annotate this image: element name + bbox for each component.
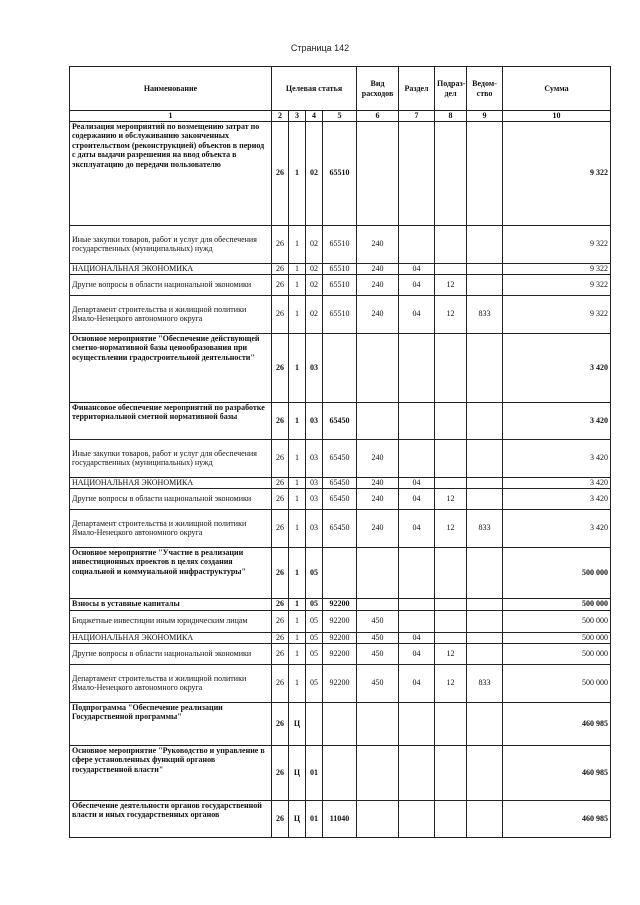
target-article-subprogram-cell: 1 xyxy=(289,598,306,610)
amount-cell: 460 985 xyxy=(503,800,611,837)
subsection-cell: 12 xyxy=(435,509,467,547)
budget-table xyxy=(69,66,611,838)
expense-type-cell xyxy=(357,402,399,439)
row-name-cell: Обеспечение деятельности органов государственной власти и иных государственных органов xyxy=(70,800,272,837)
section-cell: 04 xyxy=(399,509,435,547)
header-department: Ведом-ство xyxy=(467,67,503,111)
amount-cell: 3 420 xyxy=(503,439,611,477)
row-name-cell: НАЦИОНАЛЬНАЯ ЭКОНОМИКА xyxy=(70,477,272,488)
department-cell: 833 xyxy=(467,295,503,333)
row-name-cell: Основное мероприятие "Руководство и управление в сфере установленных функций органов государственной власти" xyxy=(70,745,272,800)
target-article-program-cell: 26 xyxy=(272,547,289,598)
subsection-cell xyxy=(435,702,467,745)
subsection-cell xyxy=(435,598,467,610)
row-name-cell: Подпрограмма "Обеспечение реализации Государственной программы" xyxy=(70,702,272,745)
subsection-cell xyxy=(435,402,467,439)
table-row xyxy=(70,598,611,610)
row-name-cell: Взносы в уставные капиталы xyxy=(70,598,272,610)
target-article-program-cell: 26 xyxy=(272,402,289,439)
subsection-cell xyxy=(435,547,467,598)
section-cell xyxy=(399,598,435,610)
table-row xyxy=(70,263,611,274)
target-article-subprogram-cell: Ц xyxy=(289,745,306,800)
target-article-direction-cell xyxy=(323,547,357,598)
target-article-direction-cell: 65450 xyxy=(323,509,357,547)
department-cell xyxy=(467,439,503,477)
target-article-program-cell: 26 xyxy=(272,263,289,274)
target-article-event-cell: 01 xyxy=(306,745,323,800)
row-name-cell: Иные закупки товаров, работ и услуг для обеспечения государственных (муниципальных) нужд xyxy=(70,439,272,477)
table-row xyxy=(70,121,611,225)
subsection-cell: 12 xyxy=(435,295,467,333)
header-section: Раздел xyxy=(399,67,435,111)
department-cell xyxy=(467,547,503,598)
amount-cell: 500 000 xyxy=(503,547,611,598)
target-article-event-cell: 03 xyxy=(306,509,323,547)
target-article-event-cell: 05 xyxy=(306,632,323,643)
column-number: 6 xyxy=(357,111,399,122)
department-cell xyxy=(467,274,503,295)
department-cell xyxy=(467,225,503,263)
target-article-direction-cell xyxy=(323,333,357,402)
amount-cell: 500 000 xyxy=(503,643,611,664)
target-article-event-cell: 03 xyxy=(306,402,323,439)
subsection-cell: 12 xyxy=(435,488,467,509)
target-article-program-cell: 26 xyxy=(272,745,289,800)
header-amount: Сумма xyxy=(503,67,611,111)
department-cell xyxy=(467,333,503,402)
table-row xyxy=(70,632,611,643)
table-row xyxy=(70,439,611,477)
section-cell xyxy=(399,610,435,632)
amount-cell: 460 985 xyxy=(503,745,611,800)
table-row xyxy=(70,610,611,632)
amount-cell: 500 000 xyxy=(503,610,611,632)
header-target-article: Целевая статья xyxy=(272,67,357,111)
section-cell: 04 xyxy=(399,632,435,643)
table-row xyxy=(70,333,611,402)
amount-cell: 460 985 xyxy=(503,702,611,745)
target-article-direction-cell: 65510 xyxy=(323,121,357,225)
section-cell xyxy=(399,121,435,225)
amount-cell: 3 420 xyxy=(503,488,611,509)
section-cell: 04 xyxy=(399,477,435,488)
expense-type-cell: 240 xyxy=(357,263,399,274)
target-article-event-cell: 05 xyxy=(306,547,323,598)
row-name-cell: Бюджетные инвестиции иным юридическим лицам xyxy=(70,610,272,632)
expense-type-cell xyxy=(357,598,399,610)
row-name-cell: Департамент строительства и жилищной политики Ямало-Ненецкого автономного округа xyxy=(70,664,272,702)
target-article-direction-cell: 92200 xyxy=(323,610,357,632)
target-article-event-cell: 01 xyxy=(306,800,323,837)
subsection-cell xyxy=(435,121,467,225)
target-article-subprogram-cell: 1 xyxy=(289,295,306,333)
subsection-cell xyxy=(435,800,467,837)
subsection-cell xyxy=(435,263,467,274)
target-article-program-cell: 26 xyxy=(272,702,289,745)
subsection-cell: 12 xyxy=(435,274,467,295)
expense-type-cell: 450 xyxy=(357,643,399,664)
amount-cell: 3 420 xyxy=(503,333,611,402)
expense-type-cell xyxy=(357,800,399,837)
target-article-program-cell: 26 xyxy=(272,121,289,225)
target-article-subprogram-cell: 1 xyxy=(289,274,306,295)
target-article-direction-cell: 65450 xyxy=(323,488,357,509)
target-article-event-cell: 03 xyxy=(306,488,323,509)
target-article-event-cell xyxy=(306,702,323,745)
target-article-direction-cell: 65450 xyxy=(323,477,357,488)
section-cell: 04 xyxy=(399,295,435,333)
department-cell: 833 xyxy=(467,664,503,702)
row-name-cell: Иные закупки товаров, работ и услуг для обеспечения государственных (муниципальных) нужд xyxy=(70,225,272,263)
target-article-subprogram-cell: 1 xyxy=(289,643,306,664)
subsection-cell xyxy=(435,439,467,477)
header-expense-type: Вид расходов xyxy=(357,67,399,111)
column-number-row xyxy=(70,111,611,122)
target-article-direction-cell: 65450 xyxy=(323,402,357,439)
target-article-event-cell: 05 xyxy=(306,664,323,702)
target-article-subprogram-cell: 1 xyxy=(289,509,306,547)
expense-type-cell: 240 xyxy=(357,477,399,488)
target-article-event-cell: 03 xyxy=(306,439,323,477)
department-cell xyxy=(467,745,503,800)
target-article-subprogram-cell: Ц xyxy=(289,800,306,837)
target-article-program-cell: 26 xyxy=(272,643,289,664)
table-row xyxy=(70,664,611,702)
subsection-cell xyxy=(435,333,467,402)
section-cell xyxy=(399,439,435,477)
target-article-event-cell: 02 xyxy=(306,225,323,263)
expense-type-cell: 450 xyxy=(357,664,399,702)
section-cell: 04 xyxy=(399,263,435,274)
table-row xyxy=(70,800,611,837)
target-article-event-cell: 05 xyxy=(306,643,323,664)
amount-cell: 9 322 xyxy=(503,274,611,295)
subsection-cell xyxy=(435,745,467,800)
section-cell xyxy=(399,745,435,800)
row-name-cell: Департамент строительства и жилищной политики Ямало-Ненецкого автономного округа xyxy=(70,509,272,547)
expense-type-cell: 450 xyxy=(357,632,399,643)
expense-type-cell: 240 xyxy=(357,439,399,477)
column-number: 7 xyxy=(399,111,435,122)
column-number: 9 xyxy=(467,111,503,122)
table-row xyxy=(70,295,611,333)
department-cell xyxy=(467,632,503,643)
amount-cell: 3 420 xyxy=(503,402,611,439)
section-cell: 04 xyxy=(399,643,435,664)
department-cell xyxy=(467,263,503,274)
column-number: 10 xyxy=(503,111,611,122)
target-article-subprogram-cell: 1 xyxy=(289,121,306,225)
target-article-program-cell: 26 xyxy=(272,509,289,547)
department-cell xyxy=(467,402,503,439)
row-name-cell: Департамент строительства и жилищной политики Ямало-Ненецкого автономного округа xyxy=(70,295,272,333)
amount-cell: 500 000 xyxy=(503,598,611,610)
target-article-direction-cell xyxy=(323,702,357,745)
table-body xyxy=(70,121,611,837)
department-cell xyxy=(467,610,503,632)
target-article-direction-cell: 65510 xyxy=(323,225,357,263)
target-article-direction-cell xyxy=(323,745,357,800)
column-number: 8 xyxy=(435,111,467,122)
row-name-cell: Другие вопросы в области национальной экономики xyxy=(70,274,272,295)
target-article-direction-cell: 92200 xyxy=(323,664,357,702)
target-article-event-cell: 02 xyxy=(306,274,323,295)
target-article-event-cell: 02 xyxy=(306,295,323,333)
header-subsection: Подраз-дел xyxy=(435,67,467,111)
target-article-direction-cell: 65510 xyxy=(323,263,357,274)
subsection-cell xyxy=(435,225,467,263)
target-article-event-cell: 05 xyxy=(306,598,323,610)
target-article-subprogram-cell: 1 xyxy=(289,488,306,509)
target-article-event-cell: 02 xyxy=(306,121,323,225)
expense-type-cell xyxy=(357,333,399,402)
subsection-cell xyxy=(435,632,467,643)
table-row xyxy=(70,274,611,295)
expense-type-cell: 450 xyxy=(357,610,399,632)
department-cell xyxy=(467,643,503,664)
target-article-event-cell: 03 xyxy=(306,333,323,402)
target-article-event-cell: 02 xyxy=(306,263,323,274)
target-article-program-cell: 26 xyxy=(272,800,289,837)
amount-cell: 3 420 xyxy=(503,509,611,547)
target-article-direction-cell: 11040 xyxy=(323,800,357,837)
target-article-subprogram-cell: 1 xyxy=(289,402,306,439)
target-article-program-cell: 26 xyxy=(272,274,289,295)
target-article-program-cell: 26 xyxy=(272,632,289,643)
target-article-program-cell: 26 xyxy=(272,295,289,333)
target-article-subprogram-cell: 1 xyxy=(289,547,306,598)
section-cell xyxy=(399,702,435,745)
table-row xyxy=(70,643,611,664)
target-article-program-cell: 26 xyxy=(272,598,289,610)
row-name-cell: Основное мероприятие "Участие в реализации инвестиционных проектов в целях создания социальной и коммунальной инфраструктуры" xyxy=(70,547,272,598)
expense-type-cell: 240 xyxy=(357,225,399,263)
amount-cell: 9 322 xyxy=(503,263,611,274)
table-row xyxy=(70,509,611,547)
target-article-program-cell: 26 xyxy=(272,333,289,402)
department-cell xyxy=(467,488,503,509)
target-article-direction-cell: 65450 xyxy=(323,439,357,477)
column-number: 5 xyxy=(323,111,357,122)
target-article-subprogram-cell: 1 xyxy=(289,664,306,702)
section-cell: 04 xyxy=(399,664,435,702)
department-cell xyxy=(467,598,503,610)
amount-cell: 9 322 xyxy=(503,295,611,333)
expense-type-cell xyxy=(357,702,399,745)
table-row xyxy=(70,488,611,509)
target-article-subprogram-cell: Ц xyxy=(289,702,306,745)
department-cell xyxy=(467,477,503,488)
expense-type-cell: 240 xyxy=(357,509,399,547)
subsection-cell: 12 xyxy=(435,664,467,702)
section-cell: 04 xyxy=(399,274,435,295)
page-number-label: Страница 142 xyxy=(290,43,350,53)
expense-type-cell: 240 xyxy=(357,488,399,509)
amount-cell: 9 322 xyxy=(503,225,611,263)
header-row xyxy=(70,67,611,111)
subsection-cell xyxy=(435,610,467,632)
amount-cell: 3 420 xyxy=(503,477,611,488)
column-number: 2 xyxy=(272,111,289,122)
target-article-subprogram-cell: 1 xyxy=(289,263,306,274)
expense-type-cell xyxy=(357,547,399,598)
target-article-direction-cell: 92200 xyxy=(323,632,357,643)
department-cell xyxy=(467,121,503,225)
table-row xyxy=(70,702,611,745)
section-cell xyxy=(399,547,435,598)
row-name-cell: Другие вопросы в области национальной экономики xyxy=(70,488,272,509)
target-article-subprogram-cell: 1 xyxy=(289,477,306,488)
target-article-direction-cell: 65510 xyxy=(323,274,357,295)
section-cell: 04 xyxy=(399,488,435,509)
table-row xyxy=(70,745,611,800)
section-cell xyxy=(399,225,435,263)
row-name-cell: Финансовое обеспечение мероприятий по разработке территориальной сметной нормативной базы xyxy=(70,402,272,439)
target-article-event-cell: 03 xyxy=(306,477,323,488)
expense-type-cell: 240 xyxy=(357,274,399,295)
target-article-direction-cell: 92200 xyxy=(323,598,357,610)
target-article-subprogram-cell: 1 xyxy=(289,610,306,632)
table-row xyxy=(70,225,611,263)
target-article-direction-cell: 65510 xyxy=(323,295,357,333)
target-article-subprogram-cell: 1 xyxy=(289,439,306,477)
amount-cell: 500 000 xyxy=(503,664,611,702)
expense-type-cell xyxy=(357,745,399,800)
table-row xyxy=(70,477,611,488)
column-number: 1 xyxy=(70,111,272,122)
table-row xyxy=(70,547,611,598)
section-cell xyxy=(399,402,435,439)
target-article-subprogram-cell: 1 xyxy=(289,333,306,402)
department-cell: 833 xyxy=(467,509,503,547)
expense-type-cell: 240 xyxy=(357,295,399,333)
amount-cell: 9 322 xyxy=(503,121,611,225)
target-article-program-cell: 26 xyxy=(272,664,289,702)
department-cell xyxy=(467,702,503,745)
section-cell xyxy=(399,800,435,837)
row-name-cell: НАЦИОНАЛЬНАЯ ЭКОНОМИКА xyxy=(70,632,272,643)
subsection-cell xyxy=(435,477,467,488)
target-article-event-cell: 05 xyxy=(306,610,323,632)
target-article-subprogram-cell: 1 xyxy=(289,632,306,643)
target-article-program-cell: 26 xyxy=(272,488,289,509)
target-article-program-cell: 26 xyxy=(272,225,289,263)
amount-cell: 500 000 xyxy=(503,632,611,643)
column-number: 4 xyxy=(306,111,323,122)
target-article-program-cell: 26 xyxy=(272,477,289,488)
target-article-direction-cell: 92200 xyxy=(323,643,357,664)
row-name-cell: НАЦИОНАЛЬНАЯ ЭКОНОМИКА xyxy=(70,263,272,274)
row-name-cell: Реализация мероприятий по возмещению затрат по содержанию и обслуживанию законченных строительством (реконструкцией) объектов в период с даты выдачи разрешения на ввод объекта в эксплуатацию до передачи пользователю xyxy=(70,121,272,225)
target-article-program-cell: 26 xyxy=(272,439,289,477)
expense-type-cell xyxy=(357,121,399,225)
column-number: 3 xyxy=(289,111,306,122)
table-row xyxy=(70,402,611,439)
row-name-cell: Другие вопросы в области национальной экономики xyxy=(70,643,272,664)
department-cell xyxy=(467,800,503,837)
section-cell xyxy=(399,333,435,402)
subsection-cell: 12 xyxy=(435,643,467,664)
header-name: Наименование xyxy=(70,67,272,111)
row-name-cell: Основное мероприятие "Обеспечение действующей сметно-нормативной базы ценообразования при осуществлении градостроительной деятельности" xyxy=(70,333,272,402)
target-article-subprogram-cell: 1 xyxy=(289,225,306,263)
target-article-program-cell: 26 xyxy=(272,610,289,632)
